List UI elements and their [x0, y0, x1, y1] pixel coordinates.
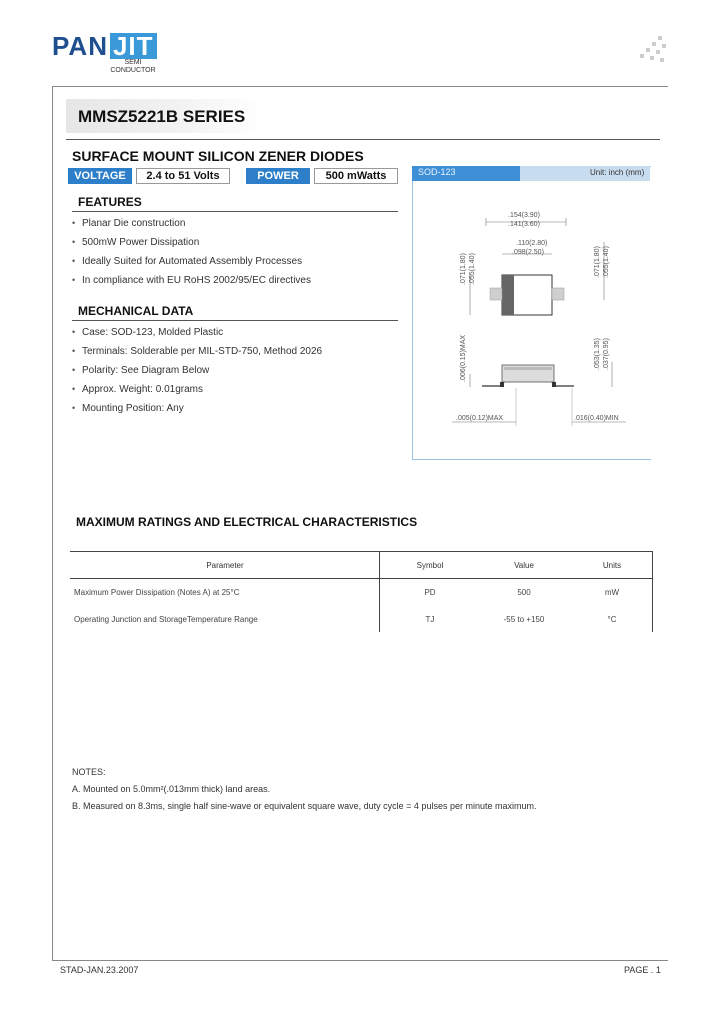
dim-left-height: .071(1.80) [460, 253, 467, 285]
frame-bottom-line [52, 960, 668, 961]
power-value: 500 mWatts [314, 168, 398, 184]
table-cell-symbol: PD [424, 588, 436, 597]
list-item: • In compliance with EU RoHS 2002/95/EC directives [72, 271, 311, 290]
mechanical-rule [72, 320, 398, 321]
list-item: • Approx. Weight: 0.01grams [72, 380, 322, 399]
voltage-label: VOLTAGE [68, 168, 132, 184]
mechanical-list [72, 323, 322, 418]
features-rule [72, 211, 398, 212]
table-cell-value: -55 to +150 [503, 615, 545, 624]
dim-side-thick-2: .037(0.95) [603, 338, 610, 370]
list-item: • Case: SOD-123, Molded Plastic [72, 323, 322, 342]
table-right-border [652, 551, 653, 632]
corner-decoration [638, 36, 666, 64]
list-item: • Terminals: Solderable per MIL-STD-750, Method 2026 [72, 342, 322, 361]
power-label: POWER [246, 168, 310, 184]
ratings-heading: MAXIMUM RATINGS AND ELECTRICAL CHARACTERISTICS [76, 515, 418, 529]
table-cell-units: mW [604, 588, 620, 597]
panjit-logo [52, 31, 157, 74]
list-item: • Ideally Suited for Automated Assembly Processes [72, 252, 311, 271]
voltage-value: 2.4 to 51 Volts [136, 168, 230, 184]
dim-body-width: .110(2.80) [516, 240, 548, 247]
dim-bottom-right: .016(0.40)MIN [574, 415, 619, 422]
dim-bottom-left: .005(0.12)MAX [456, 415, 504, 422]
table-cell-value: 500 [517, 588, 531, 597]
features-heading: FEATURES [78, 195, 142, 209]
logo-sub-semi: SEMI [124, 59, 142, 66]
notes-heading: NOTES: [72, 767, 106, 777]
table-header-symbol: Symbol [416, 561, 444, 570]
table-header-parameter: Parameter [206, 561, 244, 570]
frame-left-line [52, 86, 53, 960]
footer-page-number: PAGE . 1 [624, 965, 661, 975]
logo-subtitle [105, 59, 161, 75]
table-cell-parameter: Operating Junction and StorageTemperature Range [74, 615, 258, 624]
table-header-value: Value [514, 561, 534, 570]
package-unit: Unit: inch (mm) [590, 168, 645, 177]
table-top-rule [70, 551, 652, 552]
dim-right-height: .071(1.80) [594, 246, 601, 278]
frame-top-line [52, 86, 668, 87]
table-cell-units: °C [607, 615, 617, 624]
logo-sub-conductor: CONDUCTOR [110, 67, 156, 74]
logo-pan-text: PAN [52, 31, 108, 61]
package-name: SOD-123 [418, 167, 456, 177]
dim-body-width-2: .098(2.50) [512, 249, 544, 256]
list-item: • Polarity: See Diagram Below [72, 361, 322, 380]
dim-left-h2: .006(0.15)MAX [460, 334, 467, 382]
table-cell-parameter: Maximum Power Dissipation (Notes A) at 25°C [74, 588, 240, 597]
logo-jit-text: JIT [110, 33, 157, 59]
list-item: • 500mW Power Dissipation [72, 233, 311, 252]
notes-section [72, 764, 536, 815]
list-item: • Mounting Position: Any [72, 399, 322, 418]
dim-right-height-2: .055(1.40) [603, 246, 610, 278]
list-item: • Planar Die construction [72, 214, 311, 233]
table-cell-symbol: TJ [425, 615, 435, 624]
dim-side-thick: .053(1.35) [594, 338, 601, 370]
dim-left-height-2: .055(1.40) [469, 253, 476, 285]
footer-doc-id: STAD-JAN.23.2007 [60, 965, 139, 975]
note-a: A. Mounted on 5.0mm²(.013mm thick) land areas. [72, 784, 271, 794]
dim-top-width-2: .141(3.60) [508, 221, 540, 228]
product-heading: SURFACE MOUNT SILICON ZENER DIODES [72, 148, 364, 164]
series-divider [66, 139, 660, 140]
features-list [72, 214, 311, 290]
table-divider [379, 551, 380, 632]
dim-top-width: .154(3.90) [508, 212, 540, 219]
note-b: B. Measured on 8.3ms, single half sine-wave or equivalent square wave, duty cycle = 4 pulses per minute maximum. [72, 801, 537, 811]
mechanical-heading: MECHANICAL DATA [78, 304, 194, 318]
table-header-rule [70, 578, 652, 579]
series-title: MMSZ5221B SERIES [78, 107, 246, 126]
table-header-units: Units [602, 561, 622, 570]
